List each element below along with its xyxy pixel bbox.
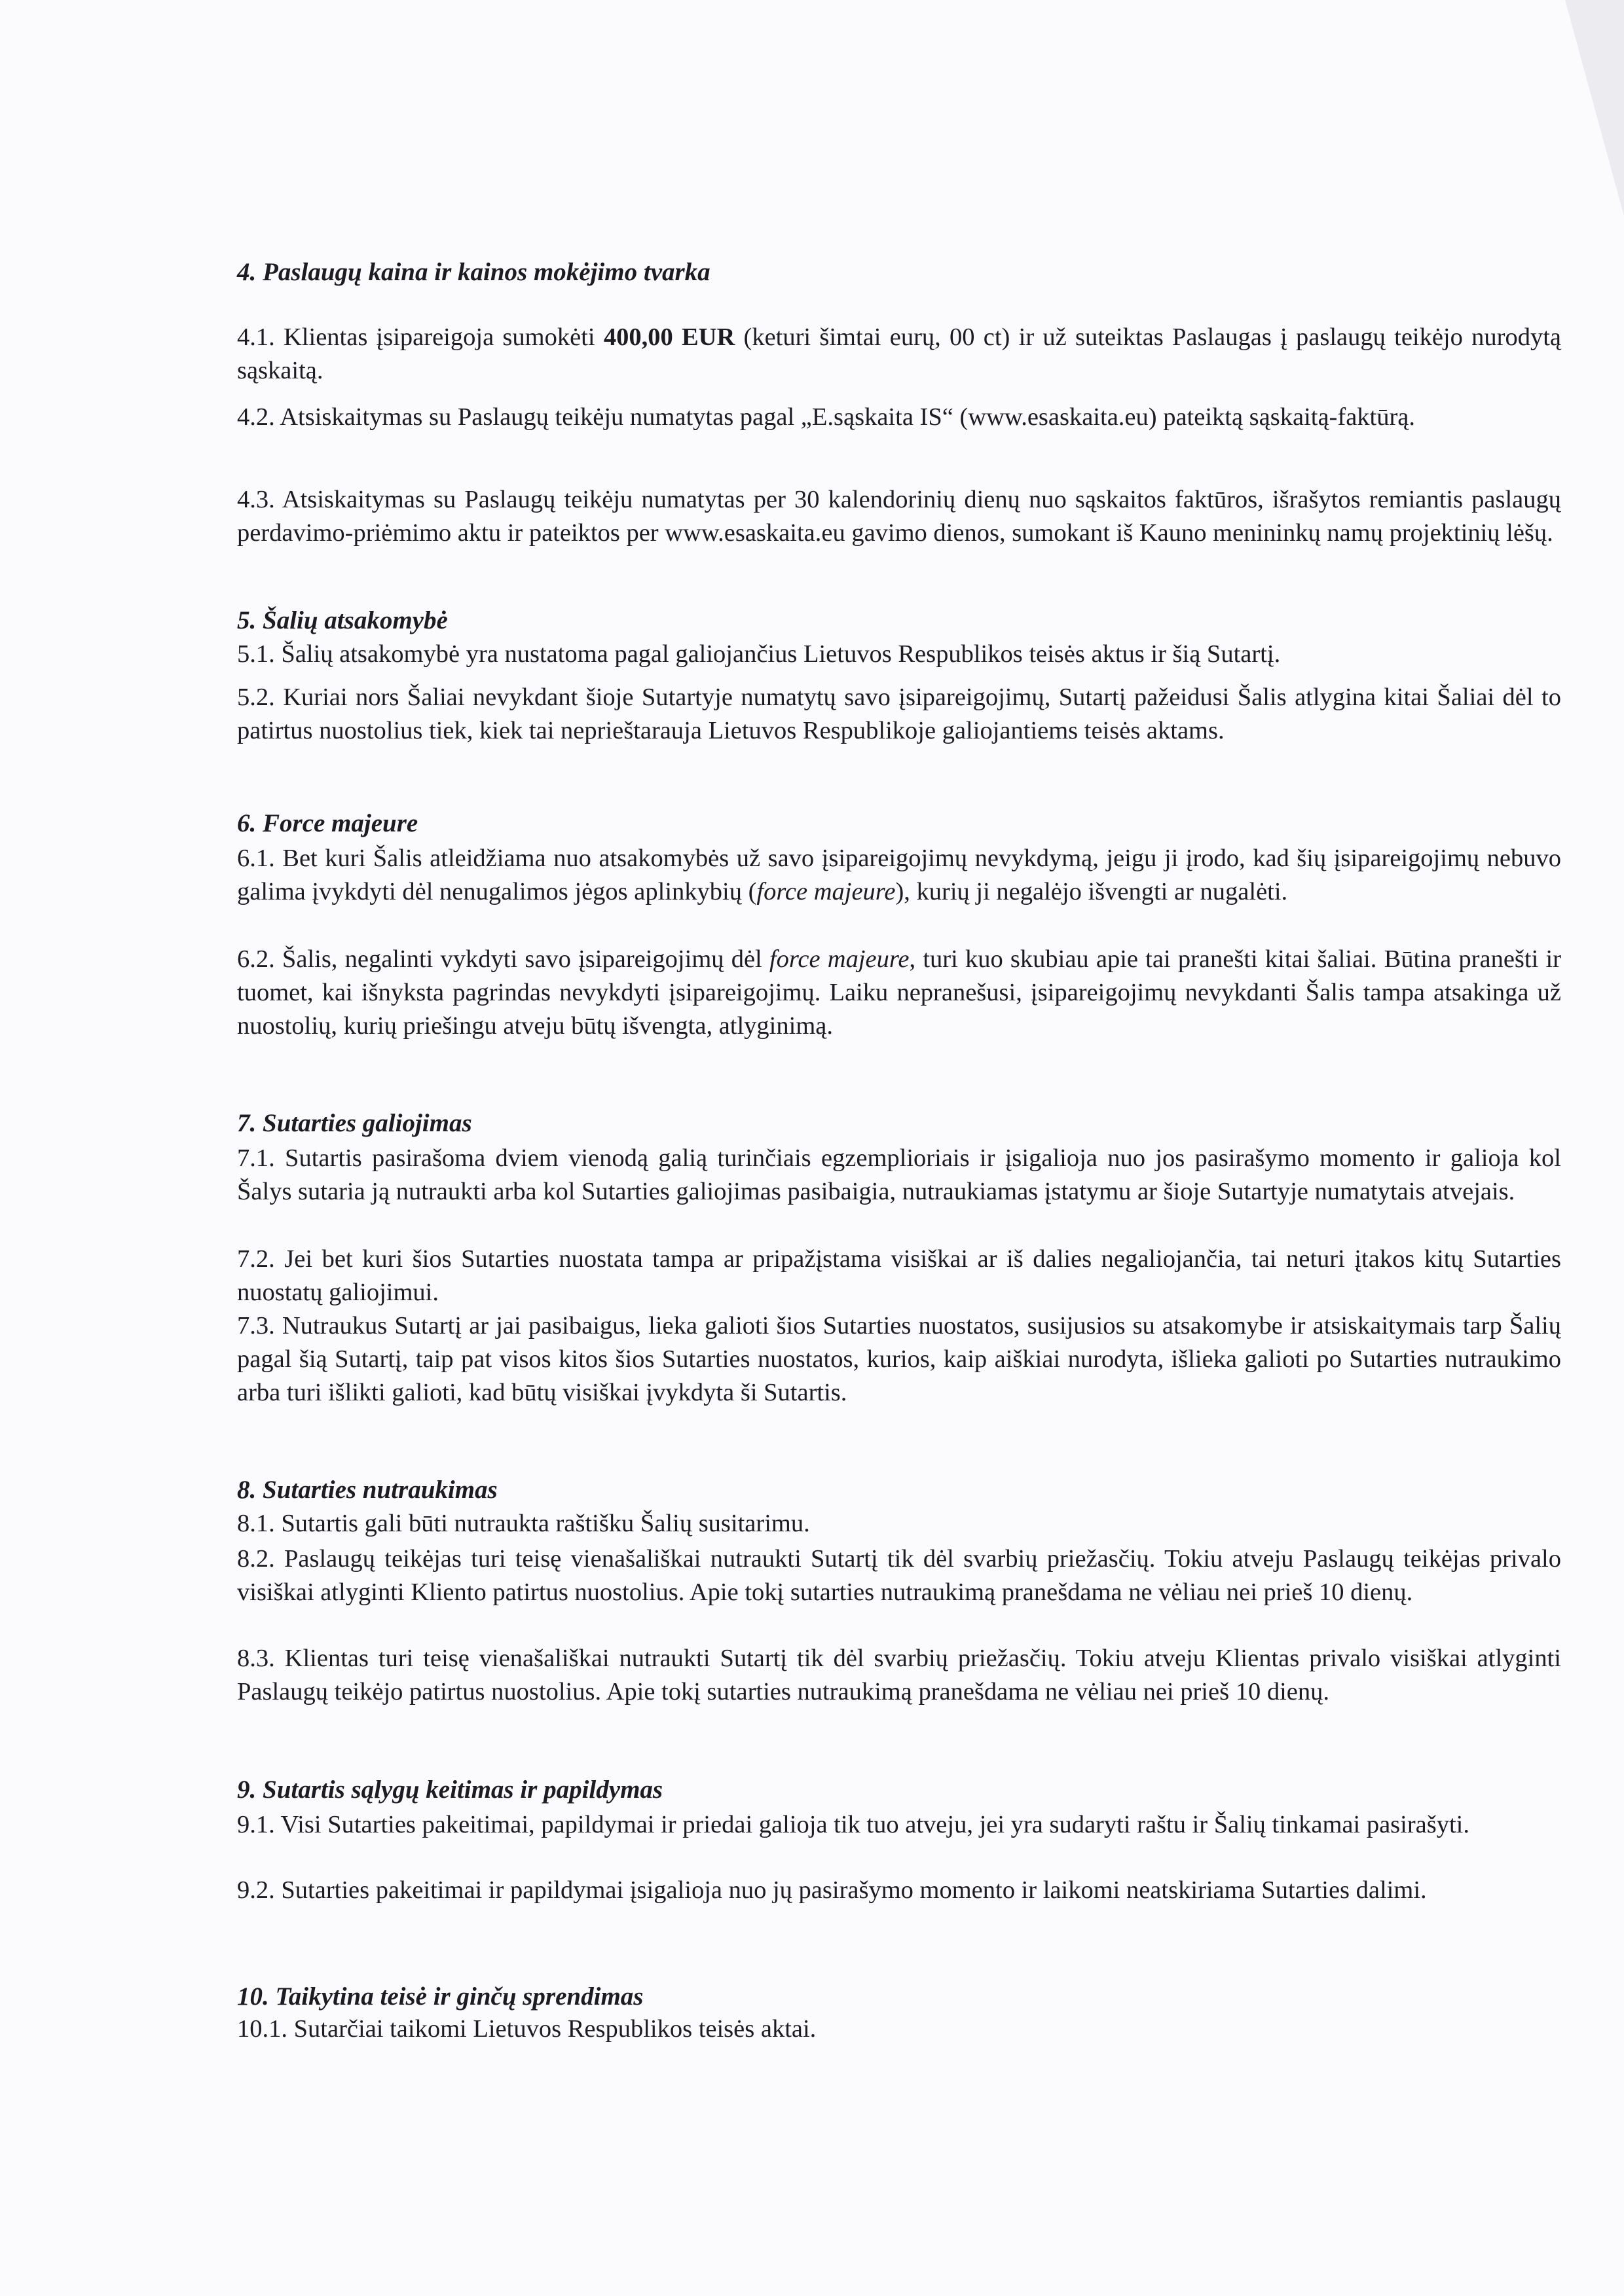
clause-paragraph <box>237 1542 1561 1609</box>
clause-text: 7.3. Nutraukus Sutartį ar jai pasibaigus, lieka galioti šios Sutarties nuostatos, susijusios su atsakomybe ir atsiskaitymais tarp Šalių pagal šią Sutartį, taip pat visos kitos šios Sutarties nuostatos, kurios, kaip aiškiai nurodyta, išlieka galioti po Sutarties nutraukimo arba turi išlikti galioti, kad būtų visiškai įvykdyta ši Sutartis. <box>237 1312 1561 1406</box>
clause-text: 9.2. Sutarties pakeitimai ir papildymai įsigalioja nuo jų pasirašymo momento ir laikomi neatskiriama Sutarties dalimi. <box>237 1876 1427 1904</box>
clause-paragraph <box>237 943 1561 1043</box>
section-heading: 4. Paslaugų kaina ir kainos mokėjimo tvarka <box>237 258 710 286</box>
clause-paragraph <box>237 681 1561 748</box>
clause-paragraph <box>237 638 1561 671</box>
clause-text: 6.2. Šalis, negalinti vykdyti savo įsipareigojimų dėl <box>237 945 769 973</box>
clause-text: 8.3. Klientas turi teisę vienašališkai nutraukti Sutartį tik dėl svarbių priežasčių. Tokiu atveju Klientas privalo visiškai atlyginti Paslaugų teikėjo patirtus nuostolius. Apie tokį sutarties nutraukimą pranešdama ne vėliau nei prieš 10 dienų. <box>237 1645 1561 1705</box>
clause-paragraph <box>237 1507 1561 1540</box>
clause-paragraph <box>237 1243 1561 1309</box>
clause-text: 5.1. Šalių atsakomybė yra nustatoma pagal galiojančius Lietuvos Respublikos teisės aktus ir šią Sutartį. <box>237 640 1281 668</box>
section-heading: 9. Sutartis sąlygų keitimas ir papildymas <box>237 1776 663 1804</box>
clause-paragraph <box>237 321 1561 388</box>
clause-paragraph <box>237 401 1561 434</box>
clause-paragraph <box>237 1808 1561 1842</box>
folded-page-corner <box>1565 0 1624 216</box>
clause-paragraph <box>237 1142 1561 1209</box>
clause-text: (keturi šimtai eurų, 00 ct) ir už suteiktas Paslaugas į paslaugų teikėjo nurodytą sąskaitą. <box>237 323 1561 384</box>
clause-text: 7.2. Jei bet kuri šios Sutarties nuostata tampa ar pripažįstama visiškai ar iš dalies negaliojančia, tai neturi įtakos kitų Sutarties nuostatų galiojimui. <box>237 1245 1561 1306</box>
clause-paragraph <box>237 483 1561 550</box>
clause-text: 4.3. Atsiskaitymas su Paslaugų teikėju numatytas per 30 kalendorinių dienų nuo sąskaitos faktūros, išrašytos remiantis paslaugų perdavimo-priėmimo aktu ir pateiktos per www.esaskaita.eu gavimo dienos, sumokant iš Kauno menininkų namų projektinių lėšų. <box>237 486 1561 547</box>
clause-paragraph <box>237 2013 1561 2046</box>
clause-text: 10.1. Sutarčiai taikomi Lietuvos Respublikos teisės aktai. <box>237 2015 817 2043</box>
clause-text: , turi kuo skubiau apie tai pranešti kitai šaliai. Būtina pranešti ir tuomet, kai išnyksta pagrindas nevykdyti įsipareigojimų. Laiku nepranešusi, įsipareigojimų nevykdanti Šalis tampa atsakinga už nuostolių, kurių priešingu atveju būtų išvengta, atlyginimą. <box>237 945 1561 1040</box>
section-heading: 10. Taikytina teisė ir ginčų sprendimas <box>237 1982 644 2011</box>
clause-text: 9.1. Visi Sutarties pakeitimai, papildymai ir priedai galioja tik tuo atveju, jei yra sudaryti raštu ir Šalių tinkamai pasirašyti. <box>237 1811 1470 1838</box>
clause-text: 8.1. Sutartis gali būti nutraukta raštišku Šalių susitarimu. <box>237 1510 810 1537</box>
clause-text: 8.2. Paslaugų teikėjas turi teisę vienašališkai nutraukti Sutartį tik dėl svarbių priežasčių. Tokiu atveju Paslaugų teikėjas privalo visiškai atlyginti Kliento patirtus nuostolius. Apie tokį sutarties nutraukimą pranešdama ne vėliau nei prieš 10 dienų. <box>237 1545 1561 1606</box>
clause-paragraph <box>237 842 1561 909</box>
section-heading: 7. Sutarties galiojimas <box>237 1109 472 1137</box>
clause-paragraph <box>237 1874 1561 1907</box>
clause-text: ), kurių ji negalėjo išvengti ar nugalėti. <box>895 878 1288 905</box>
clause-text: 4.2. Atsiskaitymas su Paslaugų teikėju numatytas pagal „E.sąskaita IS“ (www.esaskaita.eu) pateiktą sąskaitą-faktūrą. <box>237 403 1416 431</box>
clause-text: 5.2. Kuriai nors Šaliai nevykdant šioje Sutartyje numatytų savo įsipareigojimų, Sutartį pažeidusi Šalis atlygina kitai Šaliai dėl to patirtus nuostolius tiek, kiek tai neprieštarauja Lietuvos Respublikoje galiojantiems teisės aktams. <box>237 683 1561 744</box>
italic-term: force majeure <box>769 945 910 973</box>
clause-text: 6.1. Bet kuri Šalis atleidžiama nuo atsakomybės už savo įsipareigojimų nevykdymą, jeigu ji įrodo, kad šių įsipareigojimų nebuvo galima įvykdyti dėl nenugalimos jėgos aplinkybių ( <box>237 845 1561 905</box>
section-heading: 8. Sutarties nutraukimas <box>237 1476 498 1504</box>
section-heading: 5. Šalių atsakomybė <box>237 606 448 634</box>
clause-text: 4.1. Klientas įsipareigoja sumokėti <box>237 323 604 351</box>
section-heading: 6. Force majeure <box>237 809 418 837</box>
clause-paragraph <box>237 1309 1561 1410</box>
amount-bold-text: 400,00 EUR <box>603 323 735 351</box>
italic-term: force majeure <box>756 878 896 905</box>
clause-text: 7.1. Sutartis pasirašoma dviem vienodą galią turinčiais egzemplioriais ir įsigalioja nuo jos pasirašymo momento ir galioja kol Šalys sutaria ją nutraukti arba kol Sutarties galiojimas pasibaigia, nutraukiamas įstatymu ar šioje Sutartyje numatytais atvejais. <box>237 1144 1561 1205</box>
clause-paragraph <box>237 1642 1561 1709</box>
